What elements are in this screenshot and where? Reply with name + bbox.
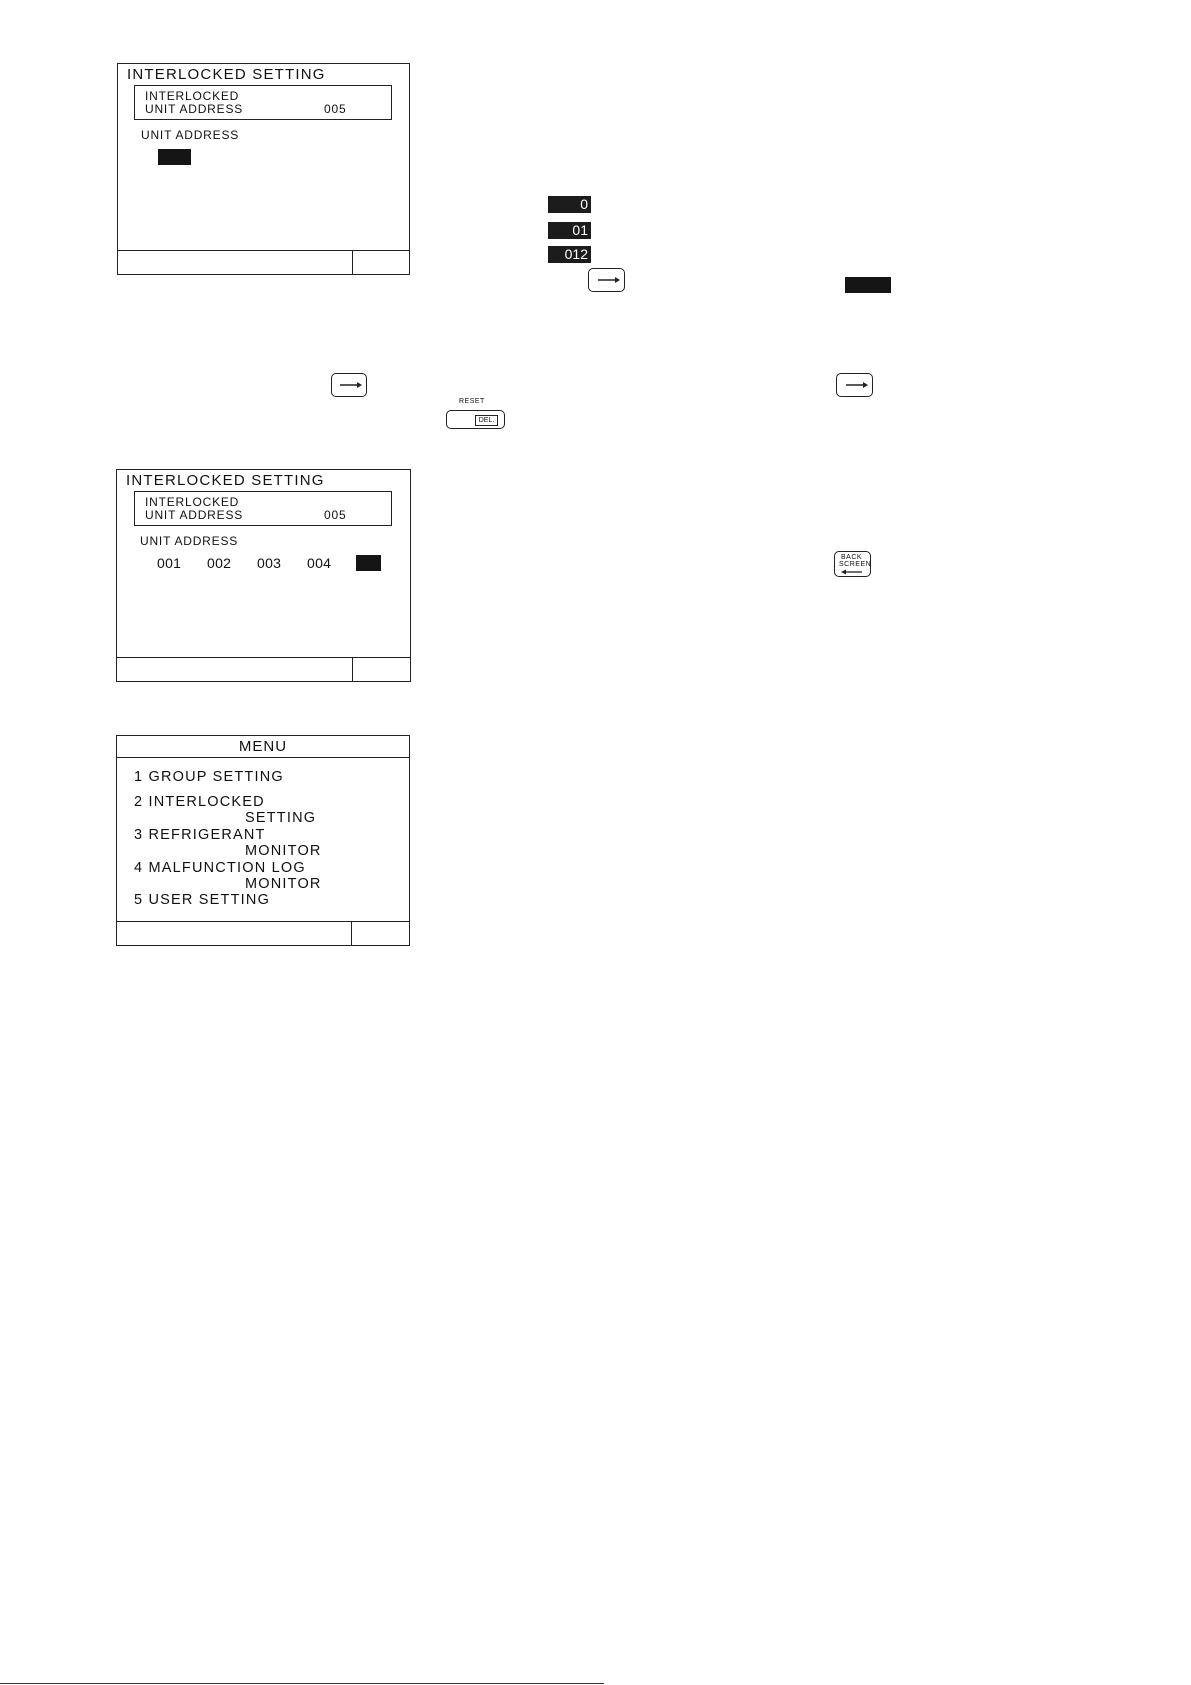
unit-address-item: 001 [157, 555, 182, 571]
status-bar-right [352, 250, 409, 274]
interlocked-unit-address-box [134, 85, 392, 120]
status-bar-right [352, 657, 410, 681]
right-arrow-icon [589, 269, 626, 293]
menu-item-user-setting[interactable]: 5 USER SETTING [134, 892, 271, 908]
menu-title-bar [117, 736, 409, 758]
right-arrow-key[interactable] [836, 373, 873, 397]
screen-title: INTERLOCKED SETTING [127, 66, 326, 83]
entry-step-1: 0 [548, 196, 591, 213]
back-screen-label-line1: BACK [841, 554, 863, 561]
status-bar-right [351, 921, 409, 945]
entry-step-3: 012 [548, 246, 591, 263]
menu-item-refrigerant-monitor-line2[interactable]: MONITOR [245, 843, 322, 859]
interlocked-unit-address-box [134, 491, 392, 526]
menu-screen [116, 735, 410, 946]
entry-step-2: 01 [548, 222, 591, 239]
right-arrow-icon [332, 374, 368, 398]
menu-item-refrigerant-monitor[interactable]: 3 REFRIGERANT [134, 827, 266, 843]
page-footer-rule [0, 1683, 604, 1684]
del-label-box [475, 415, 498, 426]
input-cursor[interactable] [356, 555, 381, 571]
right-arrow-icon [837, 374, 874, 398]
input-cursor[interactable] [158, 149, 191, 165]
interlocked-address-value: 005 [324, 508, 347, 522]
entered-address-cursor [845, 277, 891, 293]
interlocked-address-value: 005 [324, 102, 347, 116]
box-label-line2: UNIT ADDRESS [145, 102, 244, 116]
unit-address-label: UNIT ADDRESS [140, 534, 239, 548]
box-label-line1: INTERLOCKED [145, 89, 240, 103]
back-screen-key[interactable] [834, 551, 871, 577]
right-arrow-key[interactable] [331, 373, 367, 397]
box-label-line2: UNIT ADDRESS [145, 508, 244, 522]
unit-address-item: 004 [307, 555, 332, 571]
status-bar-left [117, 921, 352, 945]
status-bar-left [117, 657, 353, 681]
back-screen-label-line2: SCREEN [839, 561, 872, 568]
interlocked-setting-screen-list [116, 469, 411, 682]
interlocked-setting-screen-entry [117, 63, 410, 275]
del-label: DEL. [478, 417, 495, 424]
del-key[interactable] [446, 410, 505, 429]
screen-title: INTERLOCKED SETTING [126, 472, 325, 489]
menu-item-interlocked-setting-line2[interactable]: SETTING [245, 810, 317, 826]
left-arrow-icon [835, 552, 872, 578]
menu-item-group-setting[interactable]: 1 GROUP SETTING [134, 769, 284, 785]
menu-item-malfunction-log-monitor-line2[interactable]: MONITOR [245, 876, 322, 892]
menu-item-interlocked-setting[interactable]: 2 INTERLOCKED [134, 794, 265, 810]
menu-item-malfunction-log-monitor[interactable]: 4 MALFUNCTION LOG [134, 860, 306, 876]
reset-label: RESET [459, 398, 485, 405]
menu-title: MENU [238, 738, 288, 755]
right-arrow-key[interactable] [588, 268, 625, 292]
box-label-line1: INTERLOCKED [145, 495, 240, 509]
unit-address-item: 002 [207, 555, 232, 571]
unit-address-item: 003 [257, 555, 282, 571]
status-bar-left [118, 250, 353, 274]
unit-address-label: UNIT ADDRESS [141, 128, 240, 142]
